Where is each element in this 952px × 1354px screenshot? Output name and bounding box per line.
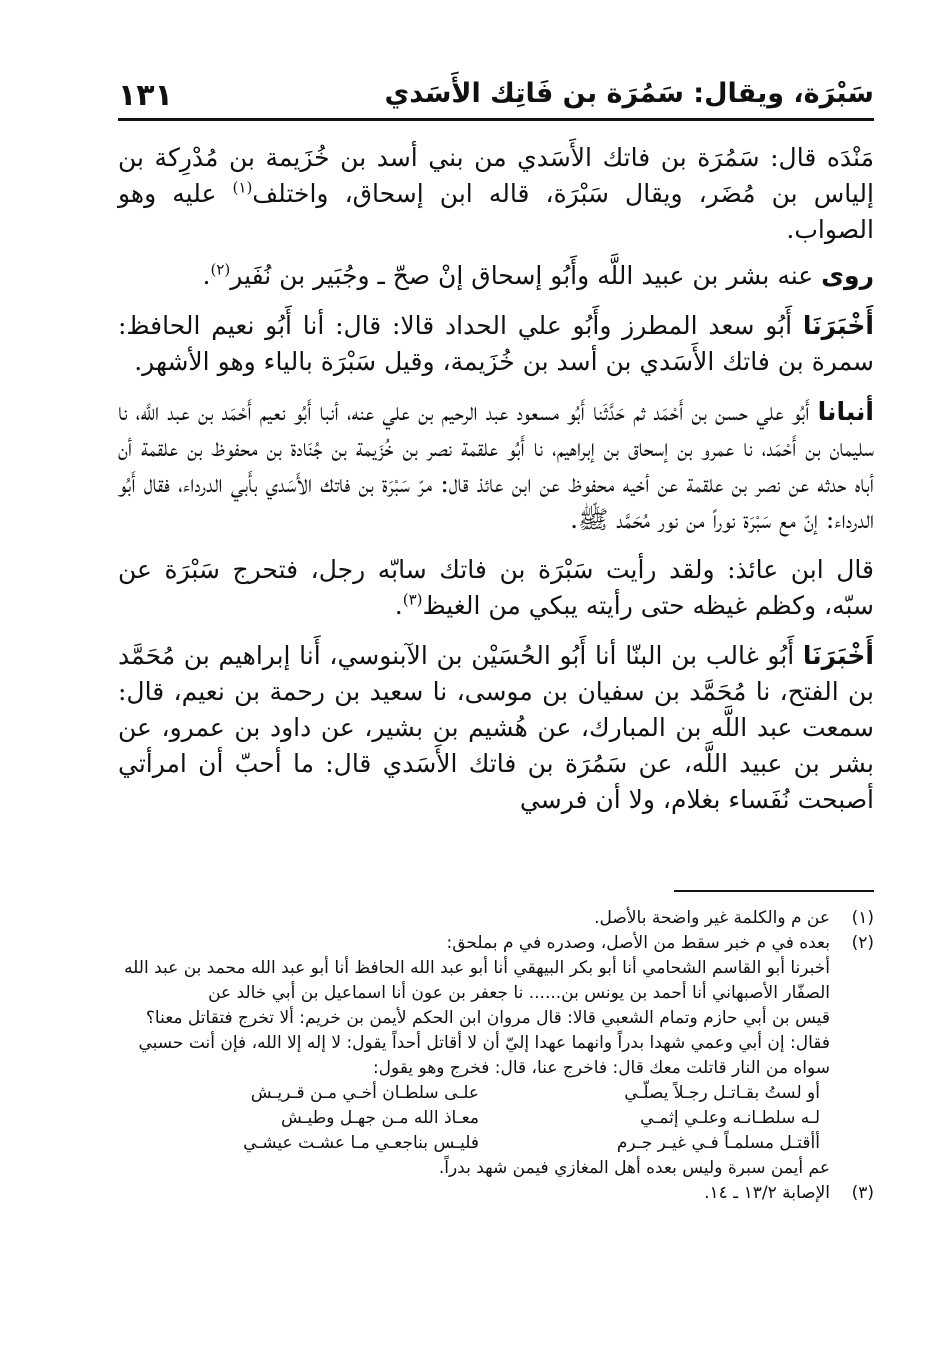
- footnote-line: الصفّار الأصبهاني أنا أحمد بن يونس بن...... نا جعفر بن عون أنا اسماعيل بن أبي خالد عن: [208, 983, 830, 1003]
- running-title: سَبْرَة، ويقال: سَمُرَة بن فَاتِك الأَسَدي: [384, 78, 874, 109]
- footnote-ref: (٣): [402, 590, 423, 609]
- paragraph: [118, 258, 874, 294]
- footnote: [118, 1181, 874, 1206]
- poem-verse-first: أو لستُ بقـاتـل رجـلاً يصلّـي: [624, 1083, 820, 1103]
- footnote-number: (٣): [851, 1183, 874, 1203]
- footnote-number: (١): [851, 908, 874, 928]
- paragraph: [118, 394, 874, 538]
- poem-verse-second: معـاذ الله مـن جهـل وطيـش: [280, 1108, 479, 1128]
- text-run: قال ابن عائذ: ولقد رأيت سَبْرَة بن فاتك سابّه رجل، فتحرج سَبْرَة عن سبّه، وكظم غيظه حتى رأيته يبكي من الغيظ: [118, 555, 874, 620]
- footnote: [118, 931, 874, 1181]
- poem-verse-second: علـى سلطـان أخـي مـن قـريـش: [250, 1083, 479, 1103]
- page-header: [118, 68, 874, 121]
- text-run: مَنْدَه قال: سَمُرَة بن فاتك الأَسَدي من بني أسد بن خُزَيمة بن مُدْرِكة بن إلياس بن مُضَر، ويقال سَبْرَة، قاله ابن إسحاق، واختلف: [118, 143, 874, 208]
- text-run: عنه بشر بن عبيد اللَّه وأَبُو إسحاق إنْ صحّ ـ وجُبَير بن نُفَير: [230, 261, 822, 290]
- page-number: ١٣١: [118, 78, 173, 113]
- paragraph-lead: أَخْبَرَنَا: [802, 641, 874, 670]
- paragraph: [118, 140, 874, 248]
- footnote-ref: (٢): [210, 260, 231, 279]
- poem-verse-first: لـه سلطـانـه وعلـي إثمـي: [640, 1108, 820, 1128]
- main-text: [118, 140, 874, 832]
- poem-verse-first: أأقتـل مسلمـاً فـي غيـر جـرم: [616, 1133, 820, 1153]
- footnote-line: فقال: إن أبي وعمي شهدا بدراً وانهما عهدا إليّ أن لا أقاتل أحداً يقول: لا إله إلا الله، فإن أنت حسبي: [138, 1033, 830, 1053]
- text-run: .: [394, 591, 403, 620]
- footnote-line: أخبرنا أبو القاسم الشحامي أنا أبو بكر البيهقي أنا أبو عبد الله الحافظ أنا أبو عبد الله محمد بن عبد الله: [124, 958, 830, 978]
- paragraph: [118, 638, 874, 818]
- poem: [118, 1081, 830, 1156]
- footnote-line: عم أيمن سبرة وليس بعده أهل المغازي فيمن شهد بدراً.: [438, 1158, 830, 1178]
- footnote-line: سواه من النار قاتلت معك قال: فاخرج عنا، قال: فخرج وهو يقول:: [372, 1058, 830, 1078]
- footnotes: [118, 906, 874, 1206]
- text-run: عليه وهو الصواب.: [118, 179, 874, 244]
- footnote-line: قيس بن أبي حازم وتمام الشعبي قالا: قال مروان ابن الحكم لأيمن بن خريم: ألا تخرج فتقاتل معنا؟: [145, 1008, 830, 1028]
- footnote-text: [118, 931, 830, 1181]
- text-run: أَبُو سعد المطرز وأَبُو علي الحداد قالا: قال: أنا أَبُو نعيم الحافظ: سمرة بن فاتك الأَسَدي بن أسد بن خُزَيمة، وقيل سَبْرَة بالياء وهو الأشهر.: [118, 311, 874, 376]
- paragraph-lead: أنبانا: [817, 397, 874, 426]
- text-run: .: [202, 261, 211, 290]
- footnote-text: الإصابة ١٣/٢ ـ ١٤.: [704, 1183, 830, 1203]
- poem-verse-second: فليـس بناجعـي مـا عشـت عيشـي: [243, 1133, 479, 1153]
- text-run: أَبُو غالب بن البنّا أنا أَبُو الحُسَيْن بن الآبنوسي، أَنا إبراهيم بن مُحَمَّد بن الفتح، نا مُحَمَّد بن سفيان بن موسى، نا سعيد بن رحمة بن نعيم، قال: سمعت عبد اللَّه بن المبارك، عن هُشيم بن بشير، عن داود بن عمرو، عن بشر بن عبيد اللَّه، عن سَمُرَة بن فاتك الأَسَدي قال: ما أحبّ أن امرأتي أصبحت نُفَساء بغلام، ولا أن فرسي: [118, 641, 874, 814]
- text-run: أَبُو علي حسن بن أَحْمَد ثم حَدَّثَنا أَبُو مسعود عبد الرحيم بن علي عنه، أنبا أَبُو نعيم أَحْمَد بن عبد اللَّه، نا سليمان بن أَحْمَد، نا عمرو بن إسحاق بن إبراهيم، نا أَبُو علقمة نصر بن خُزَيمة بن جُنَادة بن محفوظ بن علقمة أن أباه حدثه عن نصر بن علقمة عن أخيه محفوظ عن ابن عائذ قال: مرّ سَبْرَة بن فاتك الأَسَدي بأَبي الدرداء، فقال أَبُو الدرداء: إنّ مع سَبْرَة نوراً من نور مُحَمَّد ﷺ.: [118, 397, 874, 534]
- footnote: [118, 906, 874, 931]
- footnote-divider: [674, 890, 874, 892]
- footnote-line: بعده في م خبر سقط من الأصل، وصدره في م بملحق:: [446, 933, 830, 953]
- paragraph-lead: روى: [821, 261, 874, 290]
- paragraph-lead: أَخْبَرَنَا: [802, 311, 874, 340]
- paragraph: [118, 308, 874, 380]
- paragraph: [118, 552, 874, 624]
- footnote-number: (٢): [851, 933, 874, 953]
- footnote-ref: (١): [232, 178, 253, 197]
- footnote-text: عن م والكلمة غير واضحة بالأصل.: [594, 908, 830, 928]
